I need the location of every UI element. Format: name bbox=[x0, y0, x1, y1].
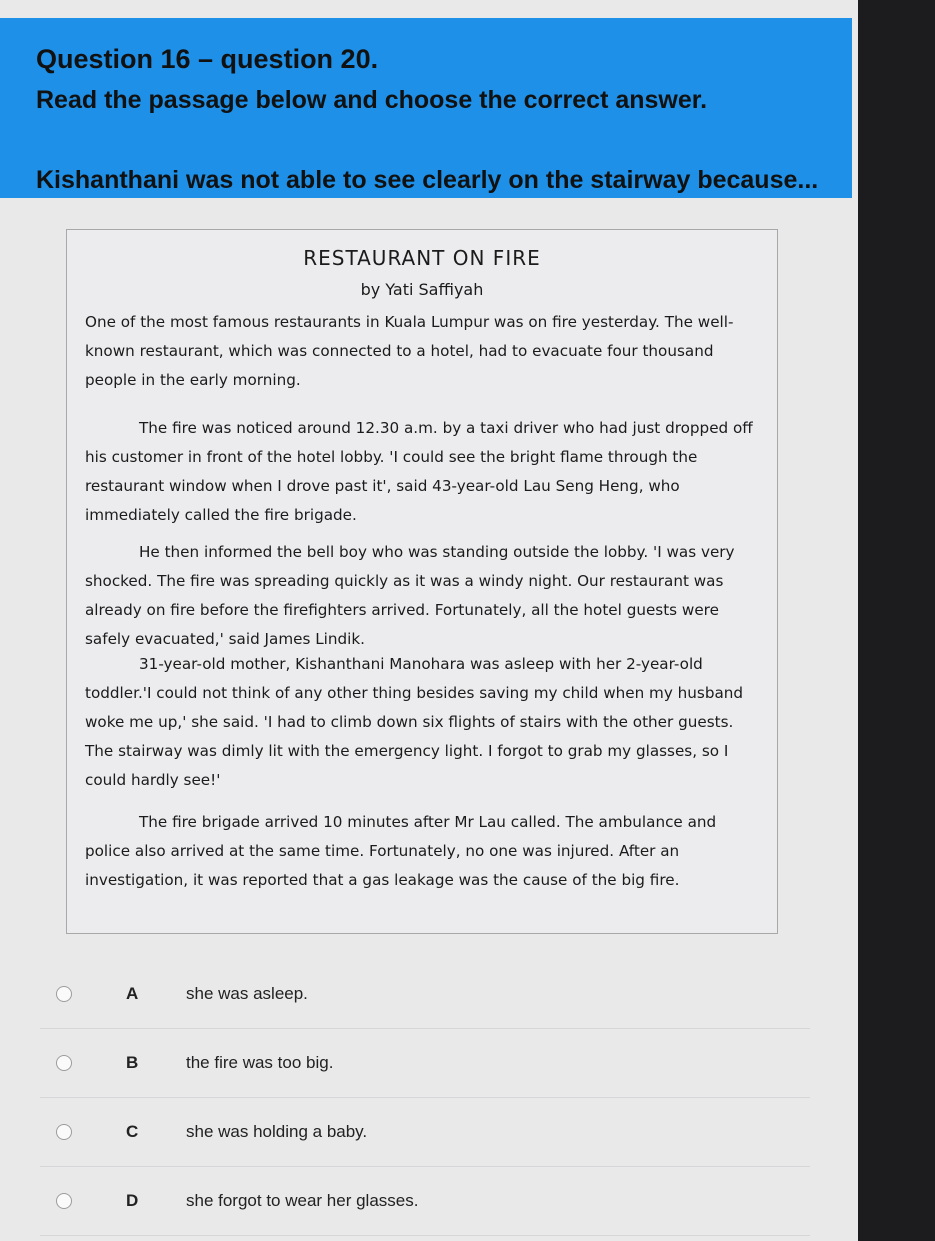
question-stem: Kishanthani was not able to see clearly on the stairway because... bbox=[36, 166, 819, 194]
option-b[interactable] bbox=[40, 1029, 810, 1098]
option-text: she was holding a baby. bbox=[186, 1122, 368, 1141]
option-text: the fire was too big. bbox=[186, 1053, 334, 1072]
passage-paragraph: The fire brigade arrived 10 minutes after Mr Lau called. The ambulance and police also arrived at the same time. Fortunately, no one was injured. After an investigation, it was reported that a gas leakage was the cause of the big fire. bbox=[85, 813, 717, 889]
option-text: she was asleep. bbox=[186, 984, 308, 1003]
option-letter: B bbox=[126, 1053, 139, 1072]
option-a[interactable] bbox=[40, 960, 810, 1029]
passage-paragraph: The fire was noticed around 12.30 a.m. by a taxi driver who had just dropped off his customer in front of the hotel lobby. 'I could see the bright flame through the restaurant window when I drove past it', said 43-year-old Lau Seng Heng, who immediately called the fire brigade. bbox=[85, 419, 753, 524]
option-text: she forgot to wear her glasses. bbox=[186, 1191, 419, 1210]
option-letter: D bbox=[126, 1191, 139, 1210]
option-c[interactable] bbox=[40, 1098, 810, 1167]
question-header bbox=[0, 18, 852, 198]
radio-button-icon[interactable] bbox=[56, 1193, 72, 1209]
option-letter: A bbox=[126, 984, 139, 1003]
reading-passage bbox=[66, 229, 778, 934]
answer-options bbox=[40, 960, 810, 1236]
radio-button-icon[interactable] bbox=[56, 1055, 72, 1071]
instruction-text: Read the passage below and choose the correct answer. bbox=[36, 86, 708, 114]
radio-button-icon[interactable] bbox=[56, 986, 72, 1002]
option-letter: C bbox=[126, 1122, 139, 1141]
option-d[interactable] bbox=[40, 1167, 810, 1236]
passage-byline: by Yati Saffiyah bbox=[360, 280, 484, 299]
passage-paragraph: One of the most famous restaurants in Kuala Lumpur was on fire yesterday. The well-known restaurant, which was connected to a hotel, had to evacuate four thousand people in the early morning. bbox=[85, 313, 734, 389]
radio-button-icon[interactable] bbox=[56, 1124, 72, 1140]
passage-paragraph: He then informed the bell boy who was standing outside the lobby. 'I was very shocked. The fire was spreading quickly as it was a windy night. Our restaurant was already on fire before the firefighters arrived. Fortunately, all the hotel guests were safely evacuated,' said James Lindik. bbox=[85, 543, 735, 648]
question-range-title: Question 16 – question 20. bbox=[36, 44, 379, 74]
passage-title: RESTAURANT ON FIRE bbox=[303, 246, 541, 270]
passage-paragraph: 31-year-old mother, Kishanthani Manohara was asleep with her 2-year-old toddler.'I could not think of any other thing besides saving my child when my husband woke me up,' she said. 'I had to climb down six flights of stairs with the other guests. The stairway was dimly lit with the emergency light. I forgot to grab my glasses, so I could hardly see!' bbox=[85, 655, 744, 789]
